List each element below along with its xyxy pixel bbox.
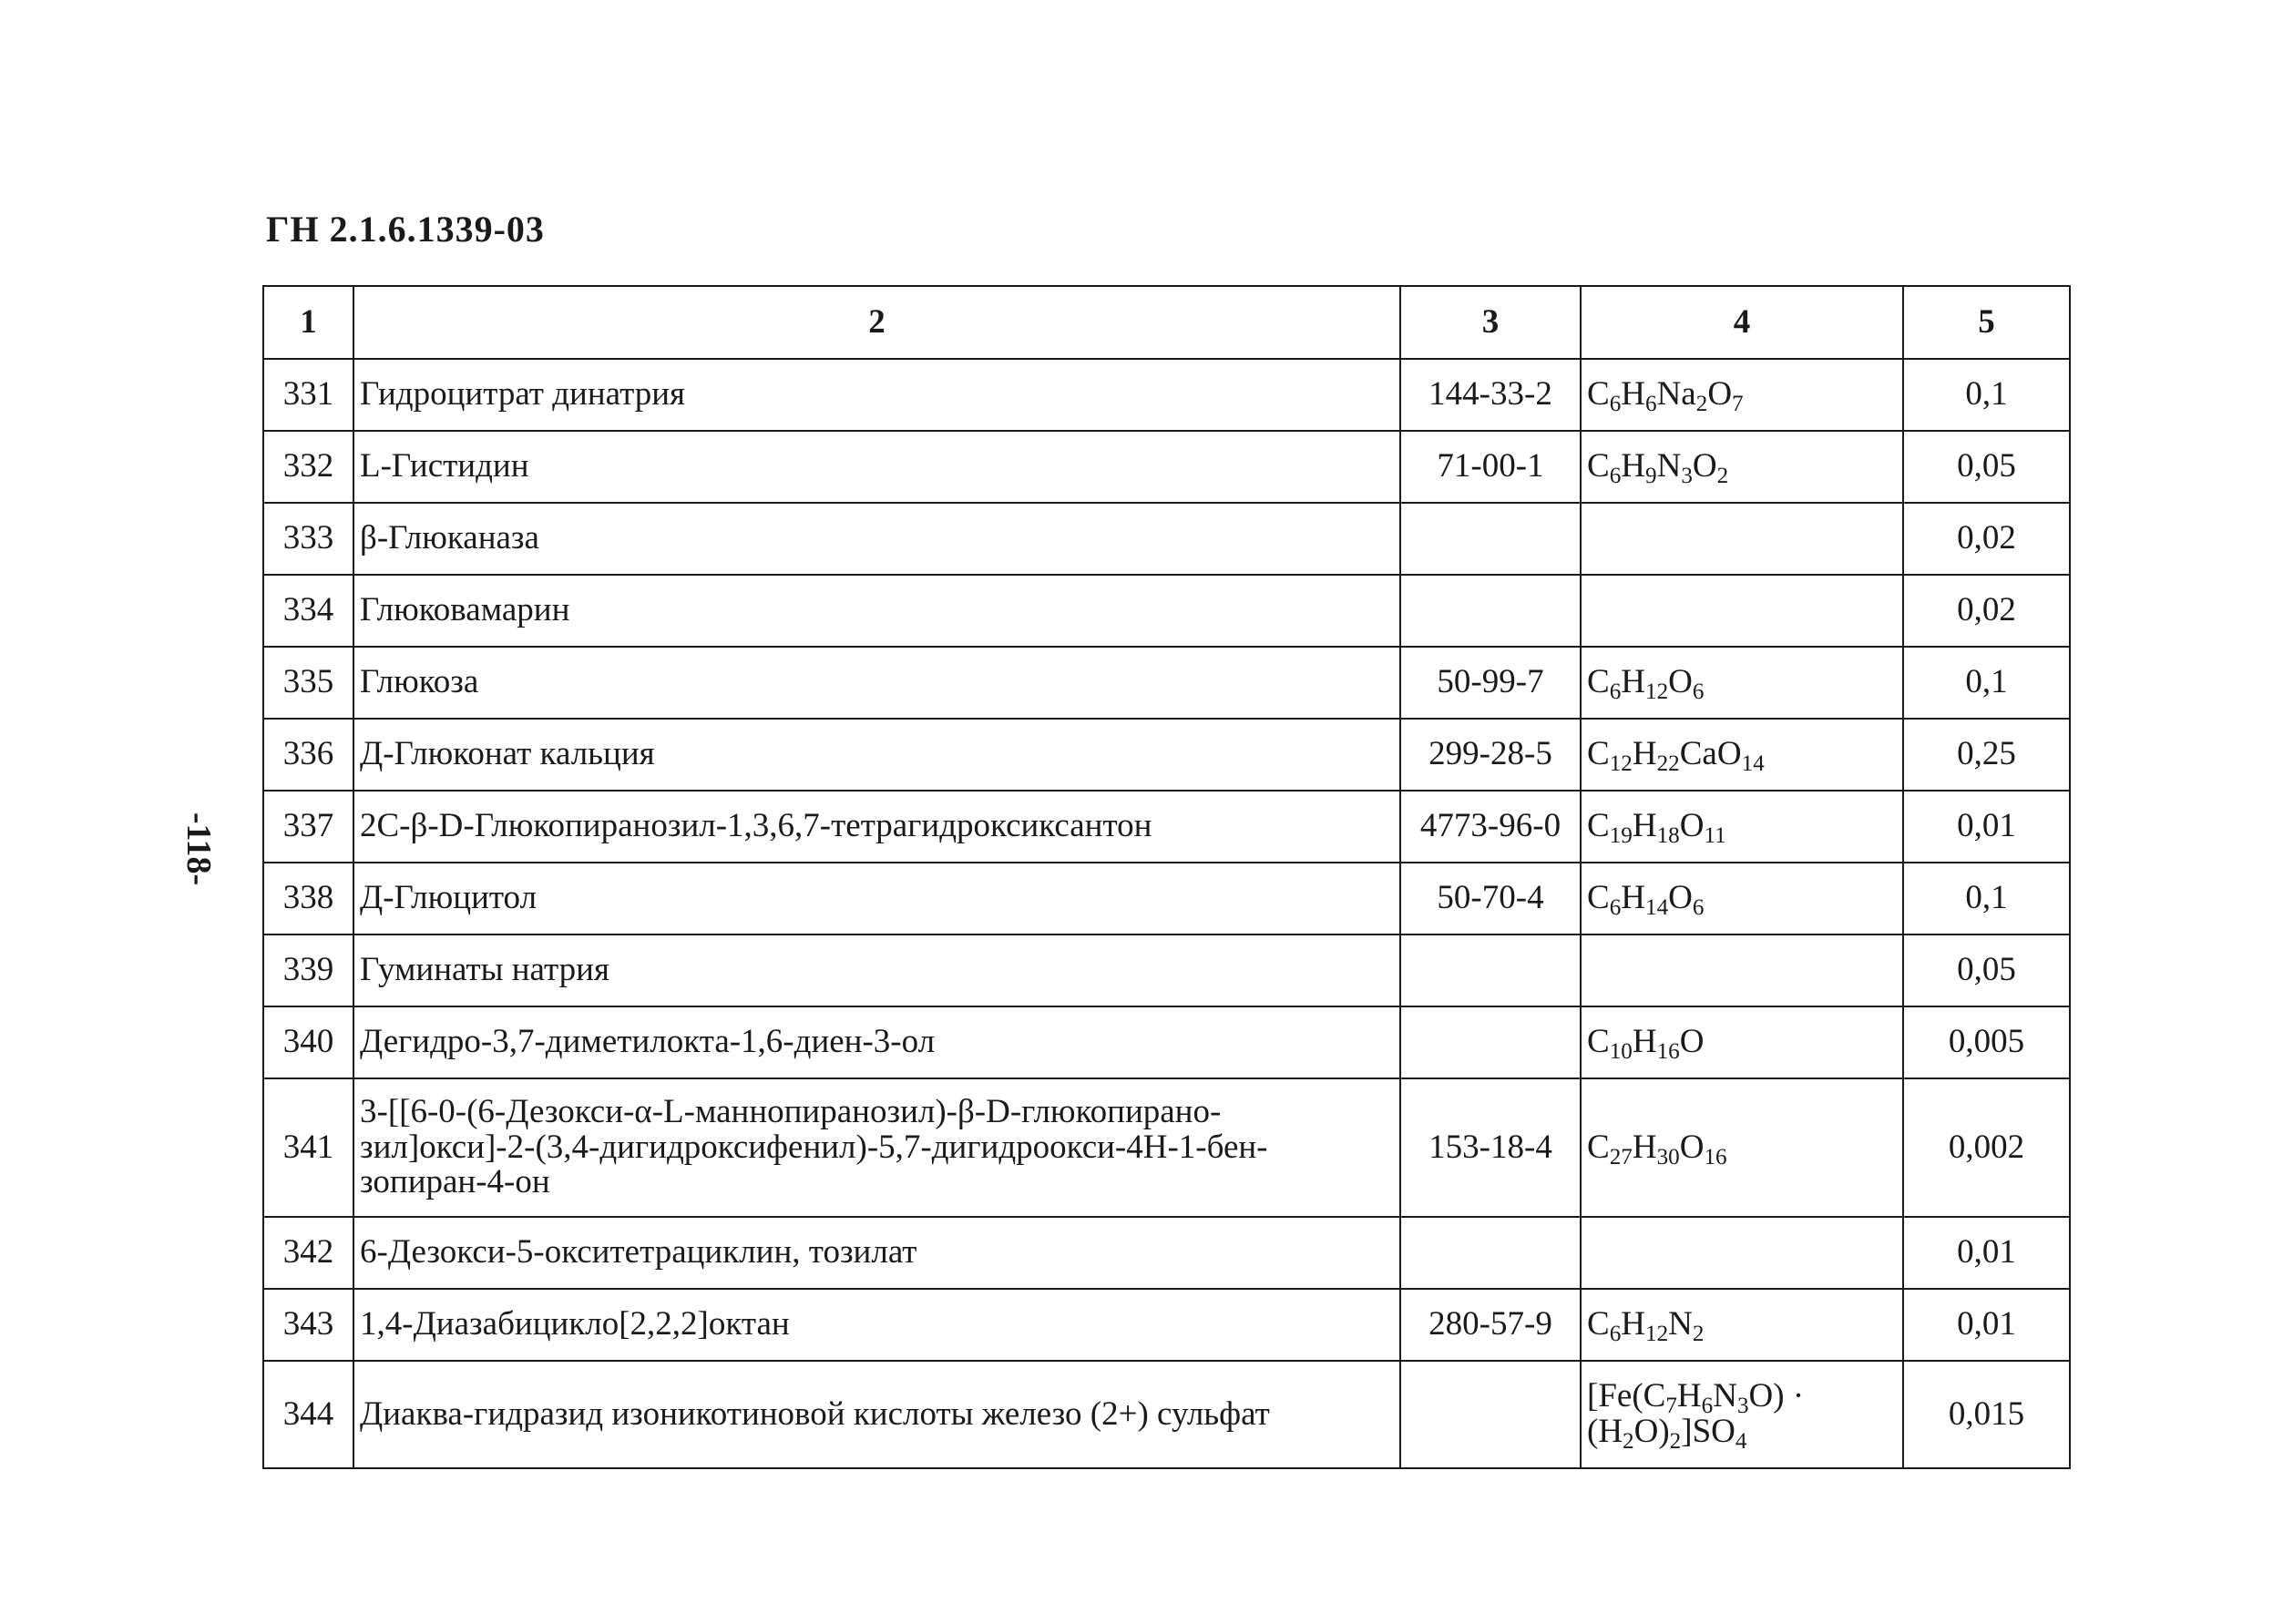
substance-name-cell: 3-[[6-0-(6-Дезокси-α-L-маннопиранозил)-β-D-глюкопирано- зил]окси]-2-(3,4-дигидроксифенил)-5,7-дигидроокси-4Н-1-бен- зопиран-4-он: [353, 1078, 1400, 1217]
table-header-row: [263, 286, 2070, 359]
table-row: [263, 359, 2070, 431]
concentration-cell: 0,005: [1903, 1006, 2070, 1078]
cas-number-cell: [1400, 503, 1581, 575]
column-header: 3: [1400, 286, 1581, 359]
row-number-cell: 336: [263, 719, 353, 791]
cas-number-cell: 71-00-1: [1400, 431, 1581, 503]
cas-number-cell: 50-99-7: [1400, 647, 1581, 719]
row-number-cell: 338: [263, 863, 353, 935]
substance-name-cell: Дегидро-3,7-диметилокта-1,6-диен-3-ол: [353, 1006, 1400, 1078]
substance-name-cell: β-Глюканаза: [353, 503, 1400, 575]
substance-name-cell: Д-Глюконат кальция: [353, 719, 1400, 791]
cas-number-cell: [1400, 1006, 1581, 1078]
concentration-cell: 0,015: [1903, 1361, 2070, 1468]
substance-name-cell: Гуминаты натрия: [353, 935, 1400, 1006]
table-row: [263, 1361, 2070, 1468]
column-header: 2: [353, 286, 1400, 359]
row-number-cell: 340: [263, 1006, 353, 1078]
table-row: [263, 503, 2070, 575]
cas-number-cell: [1400, 1217, 1581, 1289]
row-number-cell: 334: [263, 575, 353, 647]
substance-name-cell: L-Гистидин: [353, 431, 1400, 503]
formula-cell: [1581, 503, 1903, 575]
substance-name-cell: Диаква-гидразид изоникотиновой кислоты железо (2+) сульфат: [353, 1361, 1400, 1468]
column-header: 1: [263, 286, 353, 359]
table-row: [263, 575, 2070, 647]
formula-cell: $C_{27}H_{30}O_{16}$: [1581, 1078, 1903, 1217]
row-number-cell: 332: [263, 431, 353, 503]
row-number-cell: 335: [263, 647, 353, 719]
substance-name-cell: Глюковамарин: [353, 575, 1400, 647]
formula-cell: $C_6H_{12}N_2$: [1581, 1289, 1903, 1361]
table-row: [263, 1078, 2070, 1217]
table-row: [263, 863, 2070, 935]
table-row: [263, 647, 2070, 719]
concentration-cell: 0,1: [1903, 647, 2070, 719]
table-row: [263, 791, 2070, 863]
concentration-cell: 0,02: [1903, 575, 2070, 647]
formula-cell: $C_{12}H_{22}CaO_{14}$: [1581, 719, 1903, 791]
concentration-cell: 0,01: [1903, 791, 2070, 863]
formula-cell: $C_{19}H_{18}O_{11}$: [1581, 791, 1903, 863]
formula-cell: [$Fe(C_7H_6N_3O)$ · $(H_2O)_2]SO_4$: [1581, 1361, 1903, 1468]
row-number-cell: 343: [263, 1289, 353, 1361]
formula-cell: [1581, 1217, 1903, 1289]
column-header: 5: [1903, 286, 2070, 359]
substances-table: [262, 285, 2071, 1469]
column-header: 4: [1581, 286, 1903, 359]
page-number: -118-: [179, 812, 218, 886]
table-row: [263, 1217, 2070, 1289]
concentration-cell: 0,02: [1903, 503, 2070, 575]
row-number-cell: 341: [263, 1078, 353, 1217]
concentration-cell: 0,1: [1903, 863, 2070, 935]
substance-name-cell: 1,4-Диазабицикло[2,2,2]октан: [353, 1289, 1400, 1361]
cas-number-cell: 144-33-2: [1400, 359, 1581, 431]
cas-number-cell: 50-70-4: [1400, 863, 1581, 935]
concentration-cell: 0,05: [1903, 431, 2070, 503]
cas-number-cell: [1400, 575, 1581, 647]
concentration-cell: 0,01: [1903, 1217, 2070, 1289]
formula-cell: [1581, 935, 1903, 1006]
document-header: ГН 2.1.6.1339-03: [266, 209, 545, 250]
concentration-cell: 0,05: [1903, 935, 2070, 1006]
cas-number-cell: 280-57-9: [1400, 1289, 1581, 1361]
formula-cell: $C_6H_6Na_2O_7$: [1581, 359, 1903, 431]
concentration-cell: 0,25: [1903, 719, 2070, 791]
concentration-cell: 0,002: [1903, 1078, 2070, 1217]
cas-number-cell: [1400, 935, 1581, 1006]
substance-name-cell: 6-Дезокси-5-окситетрациклин, тозилат: [353, 1217, 1400, 1289]
substance-name-cell: 2С-β-D-Глюкопиранозил-1,3,6,7-тетрагидроксиксантон: [353, 791, 1400, 863]
table-row: [263, 1006, 2070, 1078]
table-row: [263, 719, 2070, 791]
cas-number-cell: [1400, 1361, 1581, 1468]
formula-cell: $C_6H_{12}O_6$: [1581, 647, 1903, 719]
cas-number-cell: 4773-96-0: [1400, 791, 1581, 863]
row-number-cell: 339: [263, 935, 353, 1006]
substance-name-cell: Гидроцитрат динатрия: [353, 359, 1400, 431]
table-row: [263, 431, 2070, 503]
row-number-cell: 344: [263, 1361, 353, 1468]
formula-cell: $C_6H_9N_3O_2$: [1581, 431, 1903, 503]
table-row: [263, 1289, 2070, 1361]
substance-name-cell: Д-Глюцитол: [353, 863, 1400, 935]
row-number-cell: 331: [263, 359, 353, 431]
cas-number-cell: 299-28-5: [1400, 719, 1581, 791]
row-number-cell: 333: [263, 503, 353, 575]
row-number-cell: 342: [263, 1217, 353, 1289]
concentration-cell: 0,01: [1903, 1289, 2070, 1361]
substance-name-cell: Глюкоза: [353, 647, 1400, 719]
table-row: [263, 935, 2070, 1006]
cas-number-cell: 153-18-4: [1400, 1078, 1581, 1217]
row-number-cell: 337: [263, 791, 353, 863]
concentration-cell: 0,1: [1903, 359, 2070, 431]
formula-cell: [1581, 575, 1903, 647]
formula-cell: $C_{10}H_{16}O$: [1581, 1006, 1903, 1078]
formula-cell: $C_6H_{14}O_6$: [1581, 863, 1903, 935]
